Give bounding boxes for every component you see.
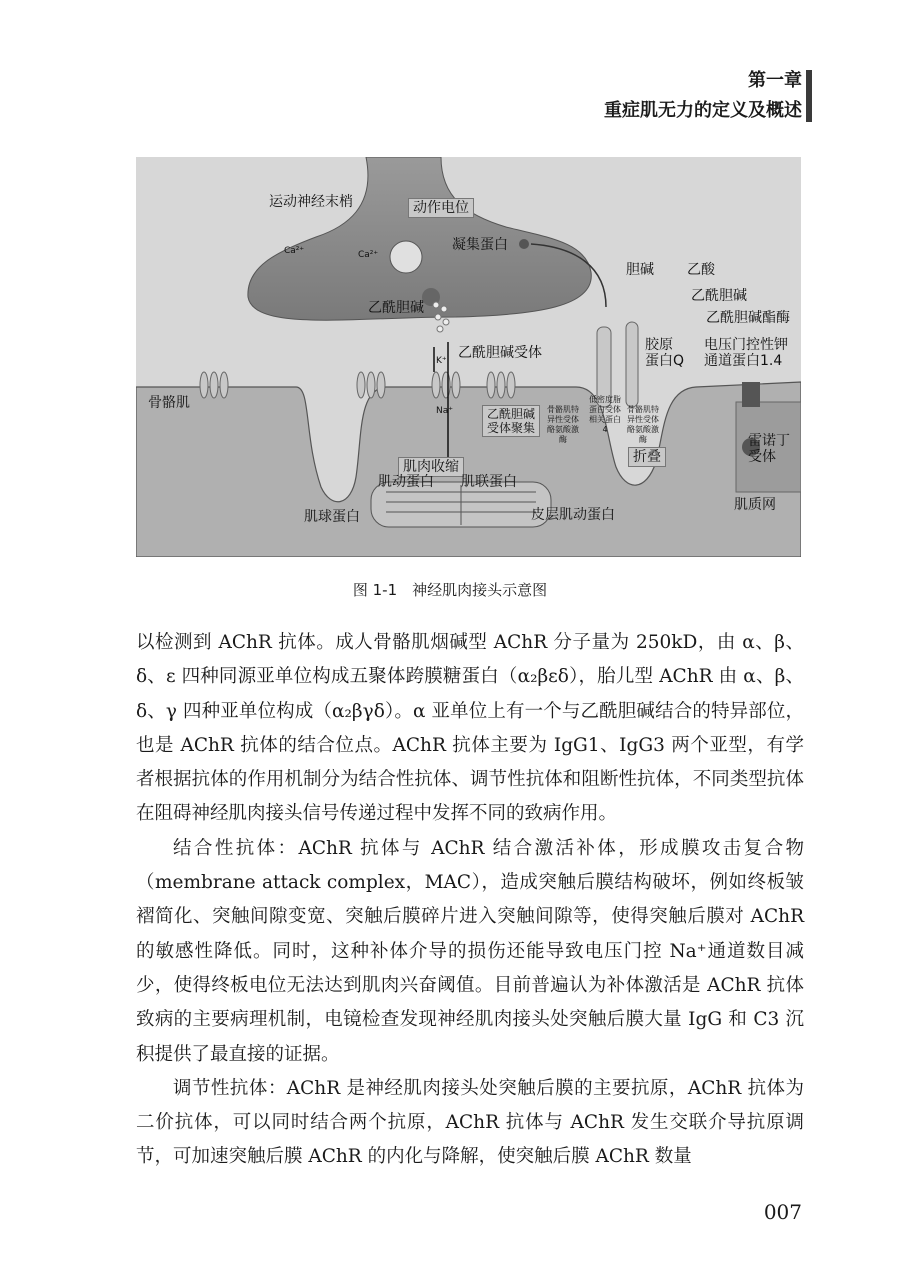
muscle-membrane bbox=[136, 382, 801, 557]
header-bar bbox=[806, 70, 812, 122]
label-achr-cluster: 乙酰胆碱 受体聚集 bbox=[482, 405, 540, 437]
paragraph: 以检测到 AChR 抗体。成人骨骼肌烟碱型 AChR 分子量为 250kD，由 α、β、δ、ε 四种同源亚单位构成五聚体跨膜糖蛋白（α₂βεδ），胎儿型 AChR 由 α、β、δ、γ 四种亚单位构成（α₂βγδ）。α 亚单位上有一个与乙酰胆碱结合的特异部位，也是 AChR 抗体的结合位点。AChR 抗体主要为 IgG1、IgG3 两个亚型，有学者根据抗体的作用机制分为结合性抗体、调节性抗体和阻断性抗体，不同类型抗体在阻碍神经肌肉接头信号传递过程中发挥不同的致病作用。 bbox=[136, 632, 804, 825]
label-colq: 胶原 蛋白Q bbox=[645, 337, 685, 369]
label-achr: 乙酰胆碱受体 bbox=[458, 345, 542, 361]
label-agrin: 凝集蛋白 bbox=[452, 237, 508, 253]
label-acetate: 乙酸 bbox=[687, 262, 715, 278]
label-motor-nerve-terminal: 运动神经末梢 bbox=[269, 194, 353, 210]
label-ach-small: 乙酰胆碱 bbox=[691, 288, 747, 304]
running-header bbox=[604, 66, 802, 126]
label-acetylcholine: 乙酰胆碱 bbox=[368, 300, 424, 316]
figure-caption: 图 1-1 神经肌肉接头示意图 bbox=[352, 581, 548, 599]
paragraph: 调节性抗体：AChR 是神经肌肉接头处突触后膜的主要抗原，AChR 抗体为二价抗体，可以同时结合两个抗原，AChR 抗体与 AChR 发生交联介导抗原调节，可加速突触后膜 AChR 的内化与降解，使突触后膜 AChR 数量 bbox=[136, 1077, 804, 1168]
page-number: 007 bbox=[763, 1200, 802, 1224]
label-na-ion: Na⁺ bbox=[436, 406, 453, 416]
label-actin: 肌动蛋白 bbox=[378, 474, 434, 490]
label-skeletal-muscle: 骨骼肌 bbox=[148, 395, 190, 411]
body-text bbox=[136, 626, 804, 1175]
label-ryr: 雷诺丁 受体 bbox=[748, 433, 790, 465]
label-musk-2: 骨骼肌特异性受体酪氨酸激酶 bbox=[627, 405, 659, 444]
nmj-figure bbox=[136, 157, 801, 557]
label-choline: 胆碱 bbox=[626, 262, 654, 278]
paragraph: 结合性抗体：AChR 抗体与 AChR 结合激活补体，形成膜攻击复合物（membrane attack complex，MAC），造成突触后膜结构破坏，例如终板皱褶简化、突触间隙变宽、突触后膜碎片进入突触间隙等，使得突触后膜对 AChR 的敏感性降低。同时，这种补体介导的损伤还能导致电压门控 Na⁺通道数目减少，使得终板电位无法达到肌肉兴奋阈值。目前普遍认为补体激活是 AChR 抗体致病的主要病理机制，电镜检查发现神经肌肉接头处突触后膜大量 IgG 和 C3 沉积提供了最直接的证据。 bbox=[136, 837, 804, 1065]
label-muscle-contraction: 肌肉收缩 bbox=[398, 457, 464, 477]
label-kv: 电压门控性钾 通道蛋白1.4 bbox=[704, 337, 788, 369]
label-cortactin: 皮层肌动蛋白 bbox=[531, 507, 615, 523]
label-lrp4: 低密度脂蛋白受体相关蛋白4 bbox=[589, 395, 621, 434]
label-myosin: 肌球蛋白 bbox=[304, 509, 360, 525]
label-ache: 乙酰胆碱酯酶 bbox=[706, 310, 790, 326]
chapter-label: 第一章 bbox=[748, 70, 802, 91]
chapter-title: 重症肌无力的定义及概述 bbox=[604, 100, 802, 121]
label-k-ion: K⁺ bbox=[436, 356, 447, 366]
label-titin: 肌联蛋白 bbox=[461, 474, 517, 490]
label-fold: 折叠 bbox=[628, 447, 666, 467]
label-musk-1: 骨骼肌特异性受体酪氨酸激酶 bbox=[547, 405, 579, 444]
label-sarcoplasmic-reticulum: 肌质网 bbox=[734, 497, 776, 513]
label-ca-outside: Ca²⁺ bbox=[284, 246, 305, 256]
nerve-terminal bbox=[248, 157, 591, 320]
label-ca-inside: Ca²⁺ bbox=[358, 250, 379, 260]
label-action-potential: 动作电位 bbox=[408, 198, 474, 218]
